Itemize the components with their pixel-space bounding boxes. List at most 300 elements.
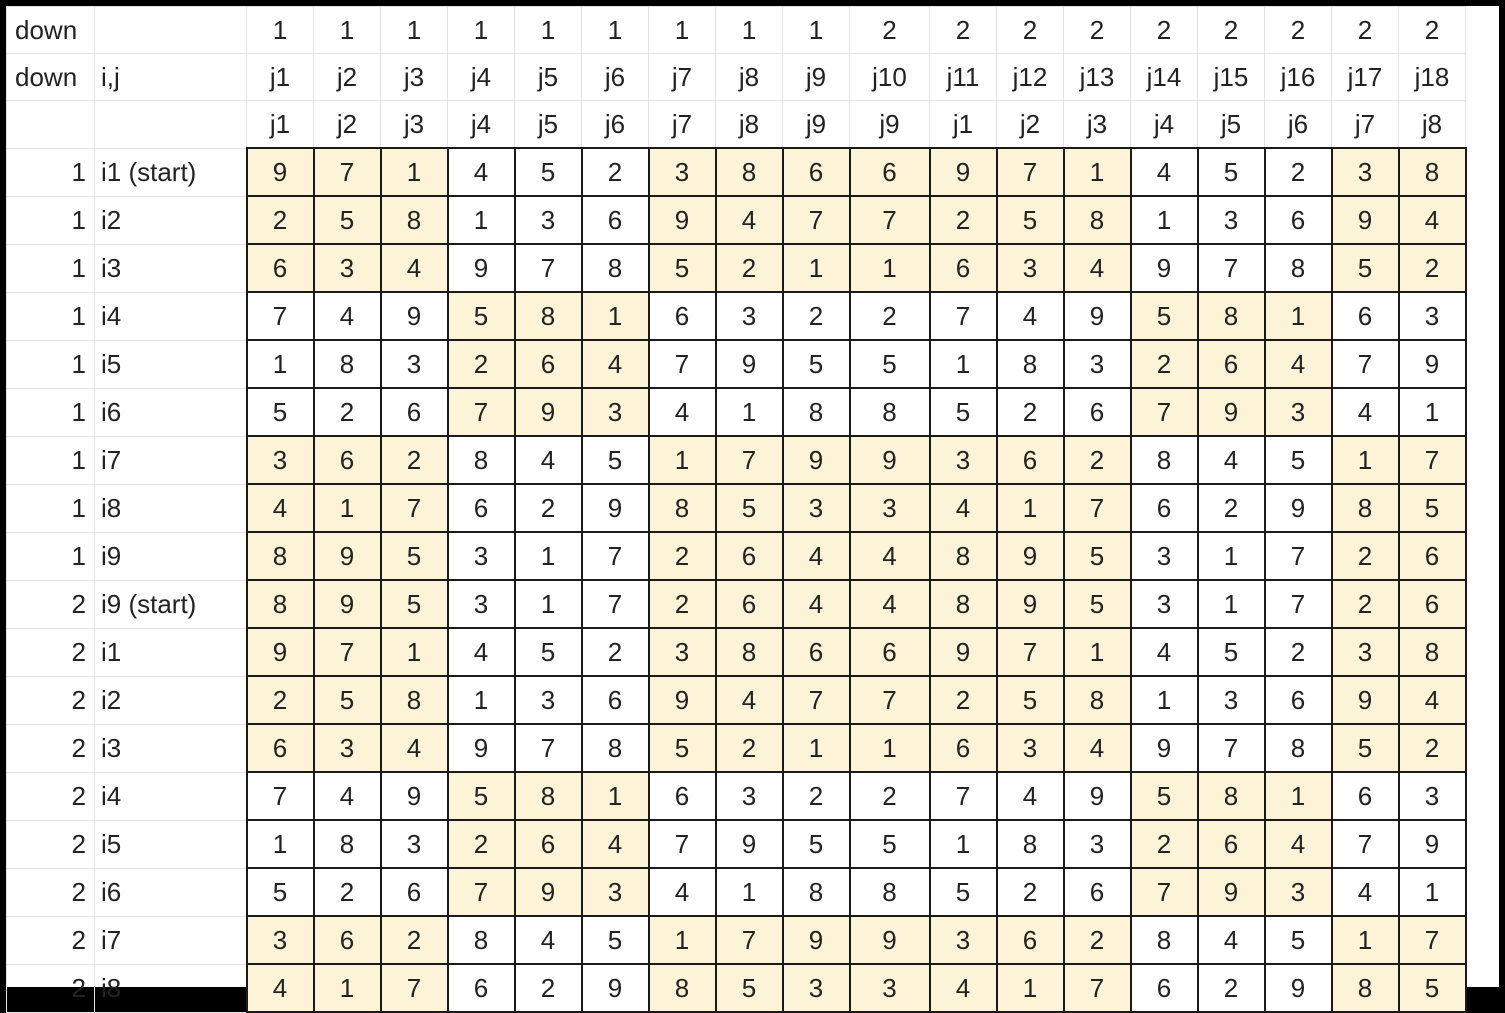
data-cell[interactable]: 3 bbox=[1332, 148, 1399, 196]
data-cell[interactable]: 9 bbox=[314, 532, 381, 580]
data-cell[interactable]: 9 bbox=[582, 484, 649, 532]
row-label-cell[interactable]: i4 bbox=[95, 292, 247, 340]
data-cell[interactable]: 7 bbox=[1332, 340, 1399, 388]
data-cell[interactable]: 6 bbox=[1064, 388, 1131, 436]
data-cell[interactable]: 2 bbox=[930, 196, 997, 244]
data-cell[interactable]: 2 bbox=[783, 772, 850, 820]
data-cell[interactable]: 5 bbox=[1064, 532, 1131, 580]
data-cell[interactable]: 3 bbox=[1265, 388, 1332, 436]
row-down-cell[interactable]: 1 bbox=[7, 196, 95, 244]
data-cell[interactable]: 2 bbox=[314, 388, 381, 436]
data-cell[interactable]: 8 bbox=[582, 724, 649, 772]
data-cell[interactable]: 6 bbox=[314, 436, 381, 484]
data-cell[interactable]: 3 bbox=[997, 724, 1064, 772]
row-down-cell[interactable]: 2 bbox=[7, 580, 95, 628]
row-label-cell[interactable]: i4 bbox=[95, 772, 247, 820]
data-cell[interactable]: 3 bbox=[515, 676, 582, 724]
row-down-cell[interactable]: 2 bbox=[7, 820, 95, 868]
data-cell[interactable]: 7 bbox=[381, 964, 448, 1012]
data-cell[interactable]: 5 bbox=[448, 772, 515, 820]
data-cell[interactable]: 5 bbox=[1198, 148, 1265, 196]
data-cell[interactable]: 1 bbox=[1198, 532, 1265, 580]
data-cell[interactable]: 4 bbox=[716, 676, 783, 724]
row-label-cell[interactable]: i1 bbox=[95, 628, 247, 676]
data-cell[interactable]: 3 bbox=[930, 436, 997, 484]
data-cell[interactable]: 5 bbox=[582, 916, 649, 964]
data-cell[interactable]: 6 bbox=[716, 532, 783, 580]
data-cell[interactable]: 7 bbox=[997, 628, 1064, 676]
data-cell[interactable]: 4 bbox=[997, 292, 1064, 340]
data-cell[interactable]: 9 bbox=[1399, 820, 1466, 868]
data-cell[interactable]: 8 bbox=[1131, 436, 1198, 484]
data-cell[interactable]: 5 bbox=[1399, 964, 1466, 1012]
row-label-cell[interactable]: i7 bbox=[95, 916, 247, 964]
data-cell[interactable]: 9 bbox=[1198, 388, 1265, 436]
header-cell[interactable]: j13 bbox=[1064, 54, 1131, 101]
header-cell[interactable]: j3 bbox=[1064, 101, 1131, 149]
row-down-cell[interactable]: 2 bbox=[7, 628, 95, 676]
data-cell[interactable]: 4 bbox=[448, 628, 515, 676]
row-label-cell[interactable]: i5 bbox=[95, 340, 247, 388]
data-cell[interactable]: 4 bbox=[247, 964, 314, 1012]
header-label-cell[interactable] bbox=[95, 101, 247, 149]
data-cell[interactable]: 4 bbox=[1064, 244, 1131, 292]
header-cell[interactable]: j3 bbox=[381, 101, 448, 149]
data-cell[interactable]: 1 bbox=[515, 580, 582, 628]
data-cell[interactable]: 6 bbox=[381, 868, 448, 916]
data-cell[interactable]: 5 bbox=[930, 868, 997, 916]
data-cell[interactable]: 3 bbox=[716, 292, 783, 340]
data-cell[interactable]: 9 bbox=[1198, 868, 1265, 916]
data-cell[interactable]: 1 bbox=[1131, 676, 1198, 724]
data-cell[interactable]: 8 bbox=[247, 532, 314, 580]
data-cell[interactable]: 8 bbox=[930, 580, 997, 628]
data-cell[interactable]: 7 bbox=[783, 196, 850, 244]
data-cell[interactable]: 5 bbox=[247, 388, 314, 436]
data-cell[interactable]: 1 bbox=[515, 532, 582, 580]
data-cell[interactable]: 6 bbox=[1064, 868, 1131, 916]
row-down-cell[interactable]: 1 bbox=[7, 340, 95, 388]
data-cell[interactable]: 6 bbox=[448, 484, 515, 532]
data-cell[interactable]: 4 bbox=[1265, 820, 1332, 868]
data-cell[interactable]: 9 bbox=[1332, 676, 1399, 724]
row-label-cell[interactable]: i3 bbox=[95, 244, 247, 292]
data-cell[interactable]: 7 bbox=[783, 676, 850, 724]
data-cell[interactable]: 3 bbox=[1399, 292, 1466, 340]
header-cell[interactable]: 1 bbox=[783, 7, 850, 54]
data-cell[interactable]: 3 bbox=[247, 436, 314, 484]
header-cell[interactable]: j3 bbox=[381, 54, 448, 101]
row-label-cell[interactable]: i6 bbox=[95, 868, 247, 916]
data-cell[interactable]: 1 bbox=[850, 724, 930, 772]
data-cell[interactable]: 6 bbox=[515, 820, 582, 868]
header-cell[interactable]: j4 bbox=[448, 101, 515, 149]
data-cell[interactable]: 5 bbox=[1332, 244, 1399, 292]
data-cell[interactable]: 7 bbox=[997, 148, 1064, 196]
data-cell[interactable]: 5 bbox=[1265, 436, 1332, 484]
data-cell[interactable]: 6 bbox=[247, 244, 314, 292]
data-cell[interactable]: 7 bbox=[1265, 580, 1332, 628]
data-cell[interactable]: 8 bbox=[997, 820, 1064, 868]
header-cell[interactable]: 1 bbox=[448, 7, 515, 54]
data-cell[interactable]: 4 bbox=[314, 772, 381, 820]
data-cell[interactable]: 3 bbox=[997, 244, 1064, 292]
data-cell[interactable]: 6 bbox=[930, 724, 997, 772]
data-cell[interactable]: 1 bbox=[1332, 916, 1399, 964]
data-cell[interactable]: 5 bbox=[997, 676, 1064, 724]
data-cell[interactable]: 5 bbox=[783, 340, 850, 388]
data-cell[interactable]: 4 bbox=[381, 724, 448, 772]
data-cell[interactable]: 8 bbox=[649, 484, 716, 532]
header-cell[interactable]: j11 bbox=[930, 54, 997, 101]
header-cell[interactable]: j6 bbox=[582, 54, 649, 101]
data-cell[interactable]: 2 bbox=[582, 628, 649, 676]
data-cell[interactable]: 8 bbox=[247, 580, 314, 628]
data-cell[interactable]: 6 bbox=[1198, 820, 1265, 868]
data-cell[interactable]: 2 bbox=[247, 676, 314, 724]
data-cell[interactable]: 9 bbox=[582, 964, 649, 1012]
data-cell[interactable]: 4 bbox=[1399, 196, 1466, 244]
header-cell[interactable]: 2 bbox=[1399, 7, 1466, 54]
data-cell[interactable]: 8 bbox=[1265, 244, 1332, 292]
header-label-cell[interactable]: down bbox=[7, 7, 95, 54]
data-cell[interactable]: 6 bbox=[582, 676, 649, 724]
data-cell[interactable]: 1 bbox=[716, 868, 783, 916]
header-cell[interactable]: j4 bbox=[1131, 101, 1198, 149]
data-cell[interactable]: 7 bbox=[314, 148, 381, 196]
header-cell[interactable]: 2 bbox=[1332, 7, 1399, 54]
data-cell[interactable]: 8 bbox=[850, 388, 930, 436]
data-cell[interactable]: 6 bbox=[582, 196, 649, 244]
data-cell[interactable]: 4 bbox=[1131, 628, 1198, 676]
data-cell[interactable]: 1 bbox=[649, 916, 716, 964]
data-cell[interactable]: 6 bbox=[850, 148, 930, 196]
data-cell[interactable]: 9 bbox=[1064, 292, 1131, 340]
data-cell[interactable]: 2 bbox=[381, 916, 448, 964]
data-cell[interactable]: 4 bbox=[582, 820, 649, 868]
data-cell[interactable]: 7 bbox=[850, 676, 930, 724]
data-cell[interactable]: 4 bbox=[930, 484, 997, 532]
data-cell[interactable]: 8 bbox=[314, 340, 381, 388]
row-label-cell[interactable]: i7 bbox=[95, 436, 247, 484]
data-cell[interactable]: 9 bbox=[930, 628, 997, 676]
data-cell[interactable]: 2 bbox=[1131, 340, 1198, 388]
header-cell[interactable]: 2 bbox=[1131, 7, 1198, 54]
data-cell[interactable]: 8 bbox=[1198, 772, 1265, 820]
data-cell[interactable]: 3 bbox=[448, 580, 515, 628]
data-cell[interactable]: 5 bbox=[997, 196, 1064, 244]
data-cell[interactable]: 2 bbox=[1399, 724, 1466, 772]
data-cell[interactable]: 3 bbox=[1198, 196, 1265, 244]
data-cell[interactable]: 9 bbox=[1399, 340, 1466, 388]
data-cell[interactable]: 3 bbox=[649, 628, 716, 676]
data-cell[interactable]: 4 bbox=[314, 292, 381, 340]
header-cell[interactable]: j18 bbox=[1399, 54, 1466, 101]
data-cell[interactable]: 7 bbox=[582, 532, 649, 580]
data-cell[interactable]: 6 bbox=[1265, 676, 1332, 724]
row-down-cell[interactable]: 2 bbox=[7, 724, 95, 772]
data-cell[interactable]: 6 bbox=[1131, 964, 1198, 1012]
data-cell[interactable]: 2 bbox=[1332, 532, 1399, 580]
header-cell[interactable]: j2 bbox=[314, 54, 381, 101]
row-label-cell[interactable]: i2 bbox=[95, 676, 247, 724]
row-label-cell[interactable]: i3 bbox=[95, 724, 247, 772]
data-cell[interactable]: 2 bbox=[649, 532, 716, 580]
header-label-cell[interactable]: i,j bbox=[95, 54, 247, 101]
data-cell[interactable]: 9 bbox=[381, 772, 448, 820]
data-cell[interactable]: 4 bbox=[716, 196, 783, 244]
data-cell[interactable]: 7 bbox=[1064, 484, 1131, 532]
data-cell[interactable]: 1 bbox=[649, 436, 716, 484]
data-cell[interactable]: 7 bbox=[1131, 868, 1198, 916]
header-cell[interactable]: j1 bbox=[247, 101, 314, 149]
data-cell[interactable]: 3 bbox=[1332, 628, 1399, 676]
data-cell[interactable]: 2 bbox=[1064, 436, 1131, 484]
data-cell[interactable]: 1 bbox=[930, 340, 997, 388]
data-cell[interactable]: 6 bbox=[515, 340, 582, 388]
data-cell[interactable]: 9 bbox=[850, 436, 930, 484]
data-cell[interactable]: 2 bbox=[582, 148, 649, 196]
data-cell[interactable]: 7 bbox=[1064, 964, 1131, 1012]
data-cell[interactable]: 1 bbox=[381, 628, 448, 676]
data-cell[interactable]: 1 bbox=[1332, 436, 1399, 484]
data-cell[interactable]: 4 bbox=[997, 772, 1064, 820]
header-cell[interactable]: 2 bbox=[997, 7, 1064, 54]
data-cell[interactable]: 1 bbox=[930, 820, 997, 868]
data-cell[interactable]: 7 bbox=[1399, 916, 1466, 964]
data-cell[interactable]: 5 bbox=[1332, 724, 1399, 772]
data-cell[interactable]: 8 bbox=[381, 676, 448, 724]
data-cell[interactable]: 8 bbox=[1265, 724, 1332, 772]
row-down-cell[interactable]: 1 bbox=[7, 292, 95, 340]
data-cell[interactable]: 8 bbox=[997, 340, 1064, 388]
data-cell[interactable]: 7 bbox=[515, 244, 582, 292]
data-cell[interactable]: 6 bbox=[1131, 484, 1198, 532]
data-cell[interactable]: 1 bbox=[1064, 628, 1131, 676]
data-cell[interactable]: 3 bbox=[381, 820, 448, 868]
data-cell[interactable]: 7 bbox=[247, 292, 314, 340]
data-cell[interactable]: 9 bbox=[515, 868, 582, 916]
data-cell[interactable]: 4 bbox=[381, 244, 448, 292]
data-cell[interactable]: 5 bbox=[448, 292, 515, 340]
data-cell[interactable]: 4 bbox=[649, 868, 716, 916]
data-cell[interactable]: 9 bbox=[649, 676, 716, 724]
data-cell[interactable]: 8 bbox=[448, 916, 515, 964]
data-cell[interactable]: 2 bbox=[515, 484, 582, 532]
data-cell[interactable]: 5 bbox=[247, 868, 314, 916]
data-cell[interactable]: 4 bbox=[448, 148, 515, 196]
header-cell[interactable]: 2 bbox=[1198, 7, 1265, 54]
data-cell[interactable]: 6 bbox=[1265, 196, 1332, 244]
header-cell[interactable]: 1 bbox=[515, 7, 582, 54]
data-cell[interactable]: 6 bbox=[716, 580, 783, 628]
data-cell[interactable]: 8 bbox=[1332, 484, 1399, 532]
data-cell[interactable]: 5 bbox=[716, 964, 783, 1012]
row-label-cell[interactable]: i2 bbox=[95, 196, 247, 244]
header-cell[interactable]: j7 bbox=[649, 54, 716, 101]
data-cell[interactable]: 7 bbox=[448, 388, 515, 436]
data-cell[interactable]: 8 bbox=[381, 196, 448, 244]
data-cell[interactable]: 7 bbox=[1131, 388, 1198, 436]
data-cell[interactable]: 3 bbox=[1131, 580, 1198, 628]
header-cell[interactable]: j2 bbox=[997, 101, 1064, 149]
data-cell[interactable]: 6 bbox=[1399, 580, 1466, 628]
row-label-cell[interactable]: i8 bbox=[95, 484, 247, 532]
data-cell[interactable]: 9 bbox=[448, 724, 515, 772]
header-cell[interactable]: j6 bbox=[582, 101, 649, 149]
data-cell[interactable]: 3 bbox=[783, 964, 850, 1012]
data-cell[interactable]: 7 bbox=[1198, 724, 1265, 772]
data-cell[interactable]: 2 bbox=[448, 820, 515, 868]
data-cell[interactable]: 4 bbox=[850, 532, 930, 580]
data-cell[interactable]: 5 bbox=[515, 628, 582, 676]
data-cell[interactable]: 7 bbox=[1198, 244, 1265, 292]
data-cell[interactable]: 3 bbox=[1198, 676, 1265, 724]
data-cell[interactable]: 2 bbox=[1198, 484, 1265, 532]
header-cell[interactable]: 1 bbox=[649, 7, 716, 54]
data-cell[interactable]: 4 bbox=[1332, 868, 1399, 916]
data-cell[interactable]: 3 bbox=[314, 724, 381, 772]
data-cell[interactable]: 9 bbox=[381, 292, 448, 340]
data-cell[interactable]: 3 bbox=[314, 244, 381, 292]
data-cell[interactable]: 8 bbox=[783, 388, 850, 436]
data-cell[interactable]: 3 bbox=[247, 916, 314, 964]
header-label-cell[interactable] bbox=[7, 101, 95, 149]
data-cell[interactable]: 1 bbox=[1131, 196, 1198, 244]
data-cell[interactable]: 5 bbox=[381, 532, 448, 580]
data-cell[interactable]: 8 bbox=[716, 148, 783, 196]
header-cell[interactable]: j7 bbox=[1332, 101, 1399, 149]
data-cell[interactable]: 6 bbox=[1332, 772, 1399, 820]
data-cell[interactable]: 9 bbox=[247, 148, 314, 196]
data-cell[interactable]: 2 bbox=[1399, 244, 1466, 292]
data-cell[interactable]: 3 bbox=[783, 484, 850, 532]
data-cell[interactable]: 8 bbox=[515, 772, 582, 820]
data-cell[interactable]: 3 bbox=[716, 772, 783, 820]
data-cell[interactable]: 1 bbox=[381, 148, 448, 196]
header-cell[interactable]: 1 bbox=[716, 7, 783, 54]
data-cell[interactable]: 1 bbox=[582, 292, 649, 340]
data-cell[interactable]: 9 bbox=[997, 580, 1064, 628]
data-cell[interactable]: 3 bbox=[850, 484, 930, 532]
data-cell[interactable]: 7 bbox=[850, 196, 930, 244]
data-cell[interactable]: 3 bbox=[1064, 340, 1131, 388]
data-cell[interactable]: 3 bbox=[930, 916, 997, 964]
data-cell[interactable]: 2 bbox=[1265, 148, 1332, 196]
data-cell[interactable]: 8 bbox=[1064, 676, 1131, 724]
data-cell[interactable]: 7 bbox=[1265, 532, 1332, 580]
data-cell[interactable]: 6 bbox=[381, 388, 448, 436]
data-cell[interactable]: 8 bbox=[850, 868, 930, 916]
data-cell[interactable]: 5 bbox=[1198, 628, 1265, 676]
data-cell[interactable]: 7 bbox=[930, 292, 997, 340]
data-cell[interactable]: 9 bbox=[1332, 196, 1399, 244]
header-cell[interactable]: j2 bbox=[314, 101, 381, 149]
data-cell[interactable]: 5 bbox=[515, 148, 582, 196]
data-cell[interactable]: 6 bbox=[783, 148, 850, 196]
header-cell[interactable]: j8 bbox=[1399, 101, 1466, 149]
row-down-cell[interactable]: 1 bbox=[7, 532, 95, 580]
data-cell[interactable]: 6 bbox=[314, 916, 381, 964]
data-cell[interactable]: 1 bbox=[247, 340, 314, 388]
data-cell[interactable]: 3 bbox=[582, 868, 649, 916]
header-cell[interactable]: j14 bbox=[1131, 54, 1198, 101]
data-cell[interactable]: 2 bbox=[381, 436, 448, 484]
data-cell[interactable]: 9 bbox=[783, 916, 850, 964]
data-cell[interactable]: 1 bbox=[997, 484, 1064, 532]
data-cell[interactable]: 9 bbox=[930, 148, 997, 196]
data-cell[interactable]: 6 bbox=[649, 292, 716, 340]
row-down-cell[interactable]: 2 bbox=[7, 964, 95, 1012]
header-cell[interactable]: 2 bbox=[850, 7, 930, 54]
data-cell[interactable]: 8 bbox=[515, 292, 582, 340]
row-down-cell[interactable]: 2 bbox=[7, 868, 95, 916]
data-cell[interactable]: 1 bbox=[1064, 148, 1131, 196]
data-cell[interactable]: 2 bbox=[1265, 628, 1332, 676]
data-cell[interactable]: 3 bbox=[850, 964, 930, 1012]
data-cell[interactable]: 1 bbox=[1399, 868, 1466, 916]
data-cell[interactable]: 9 bbox=[1265, 484, 1332, 532]
data-cell[interactable]: 5 bbox=[850, 820, 930, 868]
data-cell[interactable]: 1 bbox=[448, 676, 515, 724]
data-cell[interactable]: 6 bbox=[247, 724, 314, 772]
header-cell[interactable]: j8 bbox=[716, 54, 783, 101]
data-cell[interactable]: 4 bbox=[649, 388, 716, 436]
data-cell[interactable]: 2 bbox=[314, 868, 381, 916]
data-cell[interactable]: 1 bbox=[850, 244, 930, 292]
data-cell[interactable]: 9 bbox=[314, 580, 381, 628]
data-cell[interactable]: 6 bbox=[1399, 532, 1466, 580]
data-cell[interactable]: 6 bbox=[1198, 340, 1265, 388]
header-label-cell[interactable] bbox=[95, 7, 247, 54]
data-cell[interactable]: 9 bbox=[997, 532, 1064, 580]
data-cell[interactable]: 4 bbox=[515, 436, 582, 484]
data-cell[interactable]: 5 bbox=[1399, 484, 1466, 532]
data-cell[interactable]: 4 bbox=[850, 580, 930, 628]
data-cell[interactable]: 5 bbox=[1064, 580, 1131, 628]
data-cell[interactable]: 9 bbox=[448, 244, 515, 292]
data-cell[interactable]: 9 bbox=[850, 916, 930, 964]
data-cell[interactable]: 2 bbox=[1198, 964, 1265, 1012]
data-cell[interactable]: 8 bbox=[1399, 628, 1466, 676]
data-cell[interactable]: 9 bbox=[1131, 244, 1198, 292]
data-cell[interactable]: 5 bbox=[381, 580, 448, 628]
data-cell[interactable]: 2 bbox=[997, 388, 1064, 436]
data-cell[interactable]: 5 bbox=[582, 436, 649, 484]
data-cell[interactable]: 2 bbox=[997, 868, 1064, 916]
data-cell[interactable]: 8 bbox=[1198, 292, 1265, 340]
data-cell[interactable]: 8 bbox=[1399, 148, 1466, 196]
data-cell[interactable]: 7 bbox=[582, 580, 649, 628]
row-down-cell[interactable]: 1 bbox=[7, 484, 95, 532]
data-cell[interactable]: 5 bbox=[930, 388, 997, 436]
header-cell[interactable]: j16 bbox=[1265, 54, 1332, 101]
data-cell[interactable]: 5 bbox=[1131, 292, 1198, 340]
data-cell[interactable]: 2 bbox=[247, 196, 314, 244]
data-cell[interactable]: 5 bbox=[314, 196, 381, 244]
data-cell[interactable]: 8 bbox=[716, 628, 783, 676]
row-down-cell[interactable]: 1 bbox=[7, 436, 95, 484]
header-cell[interactable]: j10 bbox=[850, 54, 930, 101]
header-cell[interactable]: 1 bbox=[381, 7, 448, 54]
data-cell[interactable]: 5 bbox=[1131, 772, 1198, 820]
row-down-cell[interactable]: 1 bbox=[7, 148, 95, 196]
data-cell[interactable]: 1 bbox=[448, 196, 515, 244]
data-cell[interactable]: 6 bbox=[783, 628, 850, 676]
header-cell[interactable]: j9 bbox=[850, 101, 930, 149]
data-cell[interactable]: 1 bbox=[314, 484, 381, 532]
data-cell[interactable]: 5 bbox=[783, 820, 850, 868]
